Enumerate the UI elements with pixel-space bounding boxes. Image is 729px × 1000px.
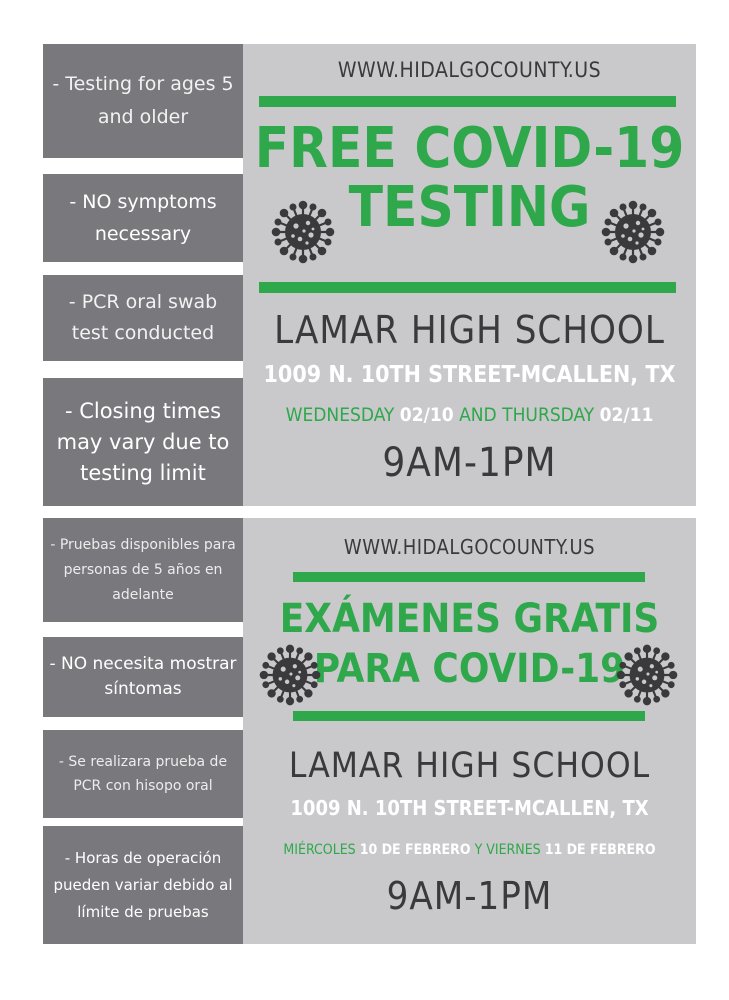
info-text: - NO necesita mostrar síntomas [49,654,237,699]
date-day-1: WEDNESDAY [285,404,395,426]
green-divider-bottom [259,282,676,293]
spanish-main-panel [243,518,696,944]
info-text: - Closing times may vary due to testing limit [56,398,230,485]
event-dates [243,404,696,426]
date-value-2: 02/11 [599,404,654,426]
website-url: WWW.HIDALGOCOUNTY.US [337,58,602,82]
coronavirus-icon [616,644,678,706]
english-flyer [43,44,696,506]
headline-line-2: PARA COVID-19 [313,646,626,692]
hours: 9AM-1PM [386,874,553,918]
info-box-closing-times [43,378,243,506]
date-value-1: 10 DE FEBRERO [359,842,471,858]
date-value-2: 11 DE FEBRERO [544,842,656,858]
info-text: - Testing for ages 5 and older [52,73,234,128]
info-box-pcr [43,275,243,361]
coronavirus-icon [601,200,665,264]
school-name: LAMAR HIGH SCHOOL [274,308,665,352]
info-box-hours [43,826,243,944]
info-box-symptoms [43,174,243,262]
hours: 9AM-1PM [382,440,557,486]
info-box-symptoms [43,637,243,717]
info-text: - Horas de operación pueden variar debido al límite de pruebas [53,848,233,921]
spanish-info-column [43,518,243,944]
headline-line-1: EXÁMENES GRATIS [279,596,660,642]
spanish-flyer [43,518,696,944]
green-divider-bottom [293,711,645,721]
coronavirus-icon [271,200,335,264]
date-value-1: 02/10 [399,404,454,426]
info-text: - Pruebas disponibles para personas de 5 años en adelante [50,536,236,603]
english-main-panel [243,44,696,506]
event-dates [243,842,696,858]
website-url: WWW.HIDALGOCOUNTY.US [343,535,596,559]
info-box-ages [43,518,243,622]
info-text: - NO symptoms necessary [69,191,217,245]
info-box-pcr [43,730,243,818]
info-text: - PCR oral swab test conducted [68,291,218,344]
green-divider-top [293,572,645,582]
headline-line-1: FREE COVID-19 [254,116,685,181]
school-address: 1009 N. 10TH STREET-MCALLEN, TX [263,362,676,388]
school-address: 1009 N. 10TH STREET-MCALLEN, TX [290,796,649,820]
english-info-column [43,44,243,506]
green-divider-top [259,96,676,107]
info-text: - Se realizara prueba de PCR con hisopo oral [58,754,228,794]
info-box-ages [43,44,243,158]
date-day-1: MIÉRCOLES [283,842,356,858]
date-connector: Y VIERNES [474,842,541,858]
headline-line-2: TESTING [348,174,591,240]
coronavirus-icon [259,644,321,706]
school-name: LAMAR HIGH SCHOOL [288,746,651,786]
date-connector: AND THURSDAY [459,404,595,426]
